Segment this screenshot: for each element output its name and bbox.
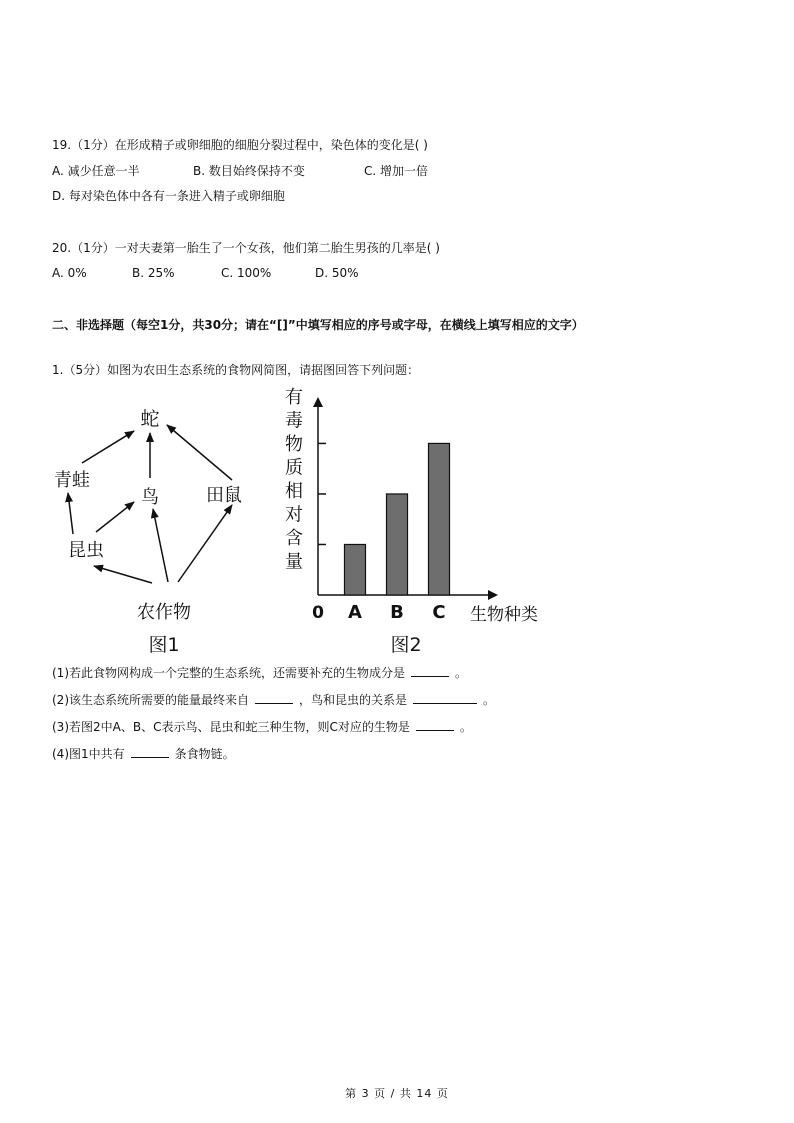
origin-label: 0 — [312, 603, 324, 623]
q19-stem: 19.（1分）在形成精子或卵细胞的细胞分裂过程中，染色体的变化是( ) — [52, 138, 428, 152]
q1-sub4-text-a: (4)图1中共有 — [52, 747, 125, 761]
q19-option-d: D. 每对染色体中各有一条进入精子或卵细胞 — [52, 189, 285, 203]
q20-option-a: A. 0% — [52, 266, 87, 280]
figure-1-caption: 图1 — [148, 634, 180, 656]
x-tick-label-B: B — [390, 602, 404, 623]
arrow-crop-to-insect — [94, 566, 152, 583]
node-insect: 昆虫 — [68, 540, 104, 561]
node-snake: 蛇 — [140, 408, 160, 430]
x-tick-label-A: A — [348, 602, 362, 623]
x-axis-arrow — [488, 590, 498, 600]
x-axis-label: 生物种类 — [470, 605, 538, 625]
y-label-char: 物 — [285, 434, 303, 455]
figure-1-food-web — [40, 395, 280, 660]
figure-2-bar-chart — [280, 385, 570, 660]
y-label-char: 量 — [285, 551, 303, 573]
y-label-char: 毒 — [285, 410, 303, 432]
arrow-mouse-to-snake — [167, 425, 232, 480]
arrow-crop-to-bird — [153, 509, 168, 582]
y-ticks — [318, 443, 326, 544]
arrow-frog-to-snake — [82, 431, 134, 463]
q20-option-c: C. 100% — [221, 266, 272, 280]
q1-sub2 — [52, 691, 495, 708]
y-label-char: 对 — [285, 504, 303, 526]
q1-sub3 — [52, 718, 472, 735]
y-axis-label — [285, 387, 303, 573]
answer-blank-5[interactable] — [131, 745, 169, 758]
y-axis-arrow — [313, 397, 323, 407]
q20-option-b: B. 25% — [132, 266, 175, 280]
node-mouse: 田鼠 — [206, 485, 242, 506]
q1-sub2-text-b: ，鸟和昆虫的关系是 — [299, 693, 408, 707]
node-bird: 鸟 — [141, 487, 159, 508]
node-frog: 青蛙 — [54, 470, 90, 491]
y-label-char: 有 — [285, 387, 303, 408]
bar-C — [429, 443, 450, 595]
arrow-crop-to-mouse — [178, 505, 232, 582]
q1-sub1-text: (1)若此食物网构成一个完整的生态系统，还需要补充的生物成分是 — [52, 666, 406, 680]
q1-sub4-text-b: 条食物链。 — [174, 747, 235, 761]
q1-sub3-end: 。 — [459, 720, 472, 734]
y-label-char: 相 — [285, 481, 303, 502]
x-tick-label-C: C — [432, 602, 446, 623]
q19-option-a: A. 减少任意一半 — [52, 164, 140, 178]
y-label-char: 含 — [285, 528, 303, 549]
node-crop: 农作物 — [137, 602, 191, 623]
answer-blank-2[interactable] — [255, 691, 293, 704]
x-tick-labels — [348, 602, 446, 623]
page-footer: 第 3 页 / 共 14 页 — [345, 1087, 449, 1100]
q19-option-b: B. 数目始终保持不变 — [193, 164, 305, 178]
answer-blank-1[interactable] — [411, 664, 449, 677]
q1-sub2-end: 。 — [483, 693, 496, 707]
bar-A — [345, 544, 366, 595]
q1-sub1-end: 。 — [455, 666, 468, 680]
q1-sub4 — [52, 745, 235, 762]
q19-option-c: C. 增加一倍 — [364, 164, 429, 178]
figure-2-caption: 图2 — [390, 634, 422, 656]
q1-sub3-text: (3)若图2中A、B、C表示鸟、昆虫和蛇三种生物，则C对应的生物是 — [52, 720, 410, 734]
answer-blank-3[interactable] — [413, 691, 477, 704]
q20-option-d: D. 50% — [315, 266, 359, 280]
q1-sub2-text-a: (2)该生态系统所需要的能量最终来自 — [52, 693, 249, 707]
section-2-title: 二、非选择题（每空1分，共30分；请在“[]”中填写相应的序号或字母，在横线上填写相应的文字） — [52, 318, 584, 332]
answer-blank-4[interactable] — [416, 718, 454, 731]
arrow-insect-to-frog — [68, 493, 73, 534]
bar-B — [387, 494, 408, 595]
q1-stem: 1.（5分）如图为农田生态系统的食物网简图，请据图回答下列问题： — [52, 363, 420, 377]
q1-sub1 — [52, 664, 467, 681]
bar-series — [345, 443, 450, 595]
q20-stem: 20.（1分）一对夫妻第一胎生了一个女孩，他们第二胎生男孩的几率是( ) — [52, 241, 440, 255]
arrow-insect-to-bird — [96, 502, 134, 532]
y-label-char: 质 — [285, 457, 303, 479]
